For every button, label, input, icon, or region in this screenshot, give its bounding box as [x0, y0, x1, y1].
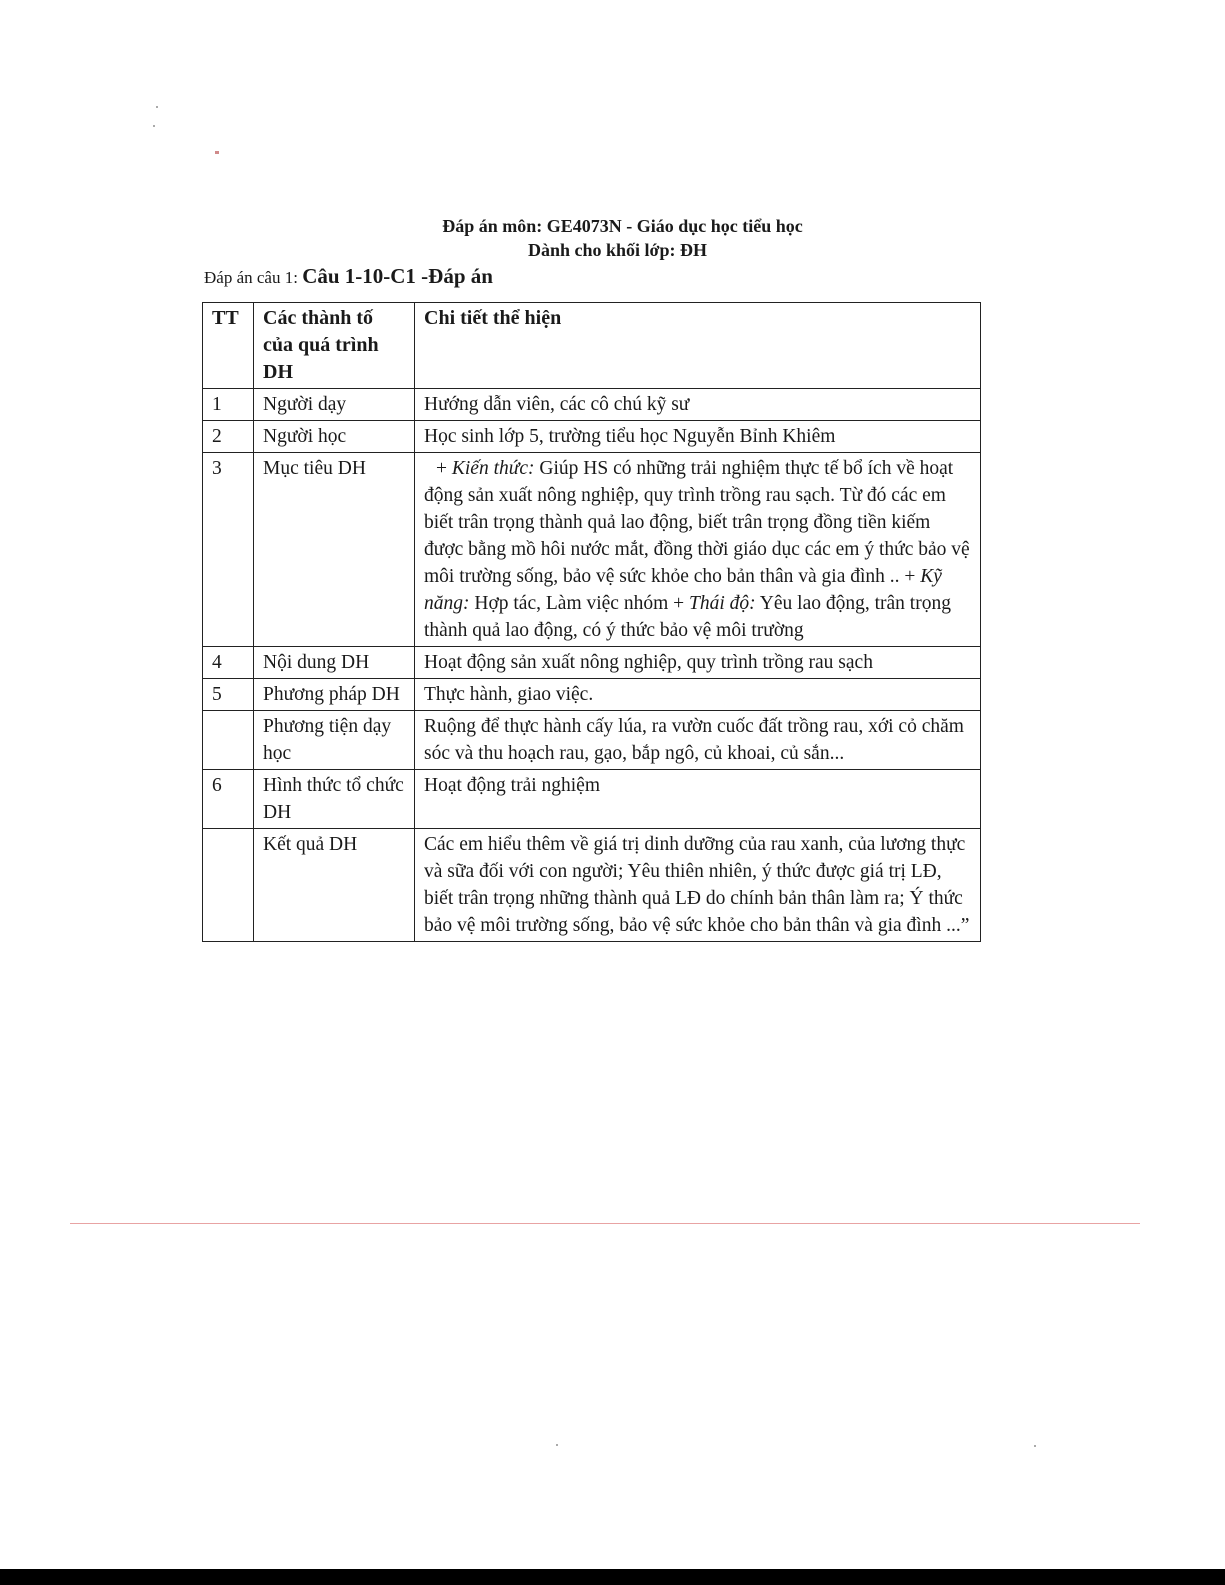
table-row [203, 389, 981, 421]
cell-tt: 4 [203, 647, 254, 679]
cell-tt [203, 829, 254, 942]
answer-label [204, 264, 493, 289]
cell-tt: 1 [203, 389, 254, 421]
cell-component: Phương tiện dạy học [254, 711, 415, 770]
cell-component: Mục tiêu DH [254, 453, 415, 647]
cell-detail: Học sinh lớp 5, trường tiểu học Nguyễn Bỉnh Khiêm [415, 421, 981, 453]
cell-component: Hình thức tổ chức DH [254, 770, 415, 829]
header-component: Các thành tố của quá trình DH [254, 303, 415, 389]
cell-tt [203, 711, 254, 770]
cell-detail: Các em hiểu thêm về giá trị dinh dưỡng của rau xanh, của lương thực và sữa đối với con người; Yêu thiên nhiên, ý thức được giá trị LĐ, biết trân trọng những thành quả LĐ do chính bản thân làm ra; Ý thức bảo vệ môi trường sống, bảo vệ sức khỏe cho bản thân và gia đình ...” [415, 829, 981, 942]
table-row [203, 679, 981, 711]
cell-tt: 3 [203, 453, 254, 647]
cell-tt: 2 [203, 421, 254, 453]
skill-label: Kỹ năng: [424, 566, 942, 614]
table-row [203, 829, 981, 942]
class-level: Dành cho khối lớp: ĐH [527, 240, 707, 260]
header-detail: Chi tiết thể hiện [415, 303, 981, 389]
answer-title: Câu 1-10-C1 -Đáp án [302, 264, 493, 288]
answer-table [202, 302, 981, 942]
scan-speck [215, 151, 219, 154]
scan-speck [556, 1444, 558, 1446]
cell-tt: 6 [203, 770, 254, 829]
cell-detail: Hoạt động trải nghiệm [415, 770, 981, 829]
cell-detail: Ruộng để thực hành cấy lúa, ra vườn cuốc đất trồng rau, xới cỏ chăm sóc và thu hoạch rau, gạo, bắp ngô, củ khoai, củ sắn... [415, 711, 981, 770]
cell-component: Kết quả DH [254, 829, 415, 942]
table-header-row [203, 303, 981, 389]
cell-component: Phương pháp DH [254, 679, 415, 711]
table-row [203, 770, 981, 829]
table-row [203, 421, 981, 453]
answer-prefix: Đáp án câu 1: [204, 268, 303, 287]
detail-text: Yêu lao động, trân trọng thành quả lao động, có ý thức bảo vệ môi trường [424, 593, 951, 641]
exam-title: Đáp án môn: GE4073N - Giáo dục học tiểu học [442, 216, 803, 236]
scan-speck [153, 125, 155, 127]
cell-detail: Thực hành, giao việc. [415, 679, 981, 711]
cell-component: Người dạy [254, 389, 415, 421]
document-header [0, 214, 1225, 262]
cell-tt: 5 [203, 679, 254, 711]
table-row [203, 647, 981, 679]
cell-detail [415, 453, 981, 647]
scan-bottom-edge [0, 1569, 1225, 1585]
table-row [203, 453, 981, 647]
cell-component: Người học [254, 421, 415, 453]
cell-component: Nội dung DH [254, 647, 415, 679]
detail-text: + [436, 458, 452, 479]
attitude-label: Thái độ: [689, 593, 756, 614]
scan-speck [1034, 1445, 1036, 1447]
cell-detail: Hoạt động sản xuất nông nghiệp, quy trình trồng rau sạch [415, 647, 981, 679]
knowledge-label: Kiến thức: [451, 458, 535, 479]
scan-divider-line [70, 1223, 1140, 1224]
header-tt: TT [203, 303, 254, 389]
cell-detail: Hướng dẫn viên, các cô chú kỹ sư [415, 389, 981, 421]
table-row [203, 711, 981, 770]
detail-text: Giúp HS có những trải nghiệm thực tế bổ ích về hoạt động sản xuất nông nghiệp, quy trình trồng rau sạch. Từ đó các em biết trân trọng thành quả lao động, biết trân trọng đồng tiền kiếm được bằng mồ hôi nước mắt, đồng thời giáo dục các em ý thức bảo vệ môi trường sống, bảo vệ sức khỏe cho bản thân và gia đình .. + [424, 458, 970, 587]
scan-speck [156, 106, 158, 108]
detail-text: Hợp tác, Làm việc nhóm + [469, 593, 689, 614]
